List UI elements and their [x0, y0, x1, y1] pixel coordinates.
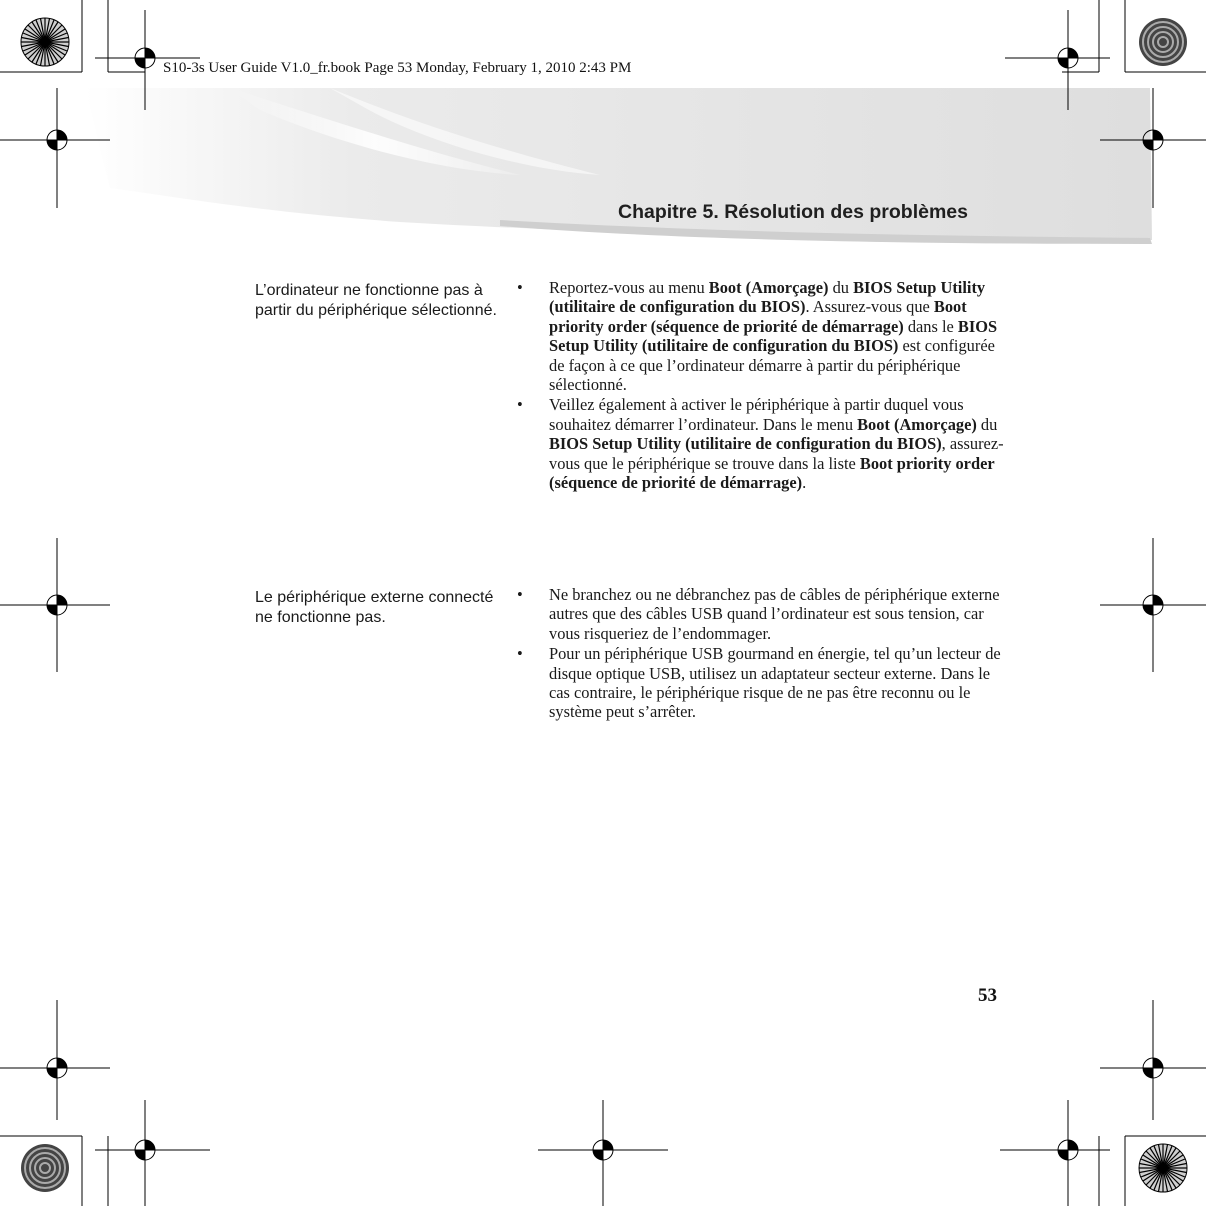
solution-list: [514, 278, 1004, 493]
text-run: Pour un périphérique USB gourmand en énergie, tel qu’un lecteur de disque optique USB, utilisez un adaptateur secteur externe. Dans le cas contraire, le périphérique risque de ne pas être reconnu ou le système peut s’arrêter.: [549, 644, 1001, 722]
page-number: 53: [978, 985, 997, 1006]
bold-term: Boot (Amorçage): [708, 278, 829, 297]
bullet: •: [517, 585, 523, 604]
text-run: du: [828, 278, 854, 297]
text-run: , assurez-vous que le périphérique se trouve dans la liste: [549, 434, 1004, 473]
bullet: •: [517, 395, 523, 415]
solution-item: [514, 278, 1004, 394]
text-run: .: [802, 473, 807, 493]
bold-term: Boot priority order (séquence de priorité de démarrage): [549, 453, 995, 493]
text-run: Veillez également à activer le périphérique à partir duquel vous souhaitez démarrer l’ordinateur. Dans le menu: [549, 395, 964, 434]
text-run: Reportez-vous au menu: [549, 278, 709, 297]
solution-item: [514, 644, 1004, 722]
bullet: •: [517, 278, 523, 297]
bullet: •: [517, 644, 523, 664]
print-header: S10-3s User Guide V1.0_fr.book Page 53 Monday, February 1, 2010 2:43 PM: [163, 60, 632, 76]
bold-term: Boot (Amorçage): [857, 414, 977, 434]
solution-text: [549, 278, 997, 394]
symptom-text: L’ordinateur ne fonctionne pas à partir du périphérique sélectionné.: [255, 282, 497, 319]
solution-item: [514, 585, 1004, 643]
text-run: . Assurez-vous que: [805, 297, 934, 317]
text-run: est configurée de façon à ce que l’ordinateur démarre à partir du périphérique sélectionné.: [549, 336, 995, 395]
bold-term: BIOS Setup Utility (utilitaire de configuration du BIOS): [549, 434, 942, 454]
solution-item: [514, 395, 1004, 492]
symptom-text: Le périphérique externe connecté ne fonctionne pas.: [255, 589, 494, 626]
text-run: dans le: [903, 316, 958, 336]
bold-term: Boot priority order (séquence de priorité de démarrage): [549, 297, 967, 336]
solution-list: [514, 585, 1004, 723]
chapter-title: Chapitre 5. Résolution des problèmes: [618, 201, 968, 223]
text-run: du: [976, 414, 998, 434]
text-run: Ne branchez ou ne débranchez pas de câbles de périphérique externe autres que des câbles USB quand l’ordinateur est sous tension, car vous risqueriez de l’endommager.: [549, 585, 1000, 643]
solution-text: [549, 585, 1000, 643]
bold-term: BIOS Setup Utility (utilitaire de configuration du BIOS): [549, 316, 998, 356]
solution-text: [549, 395, 1004, 492]
solution-text: [549, 644, 1001, 721]
bold-term: BIOS Setup Utility (utilitaire de configuration du BIOS): [549, 278, 986, 317]
